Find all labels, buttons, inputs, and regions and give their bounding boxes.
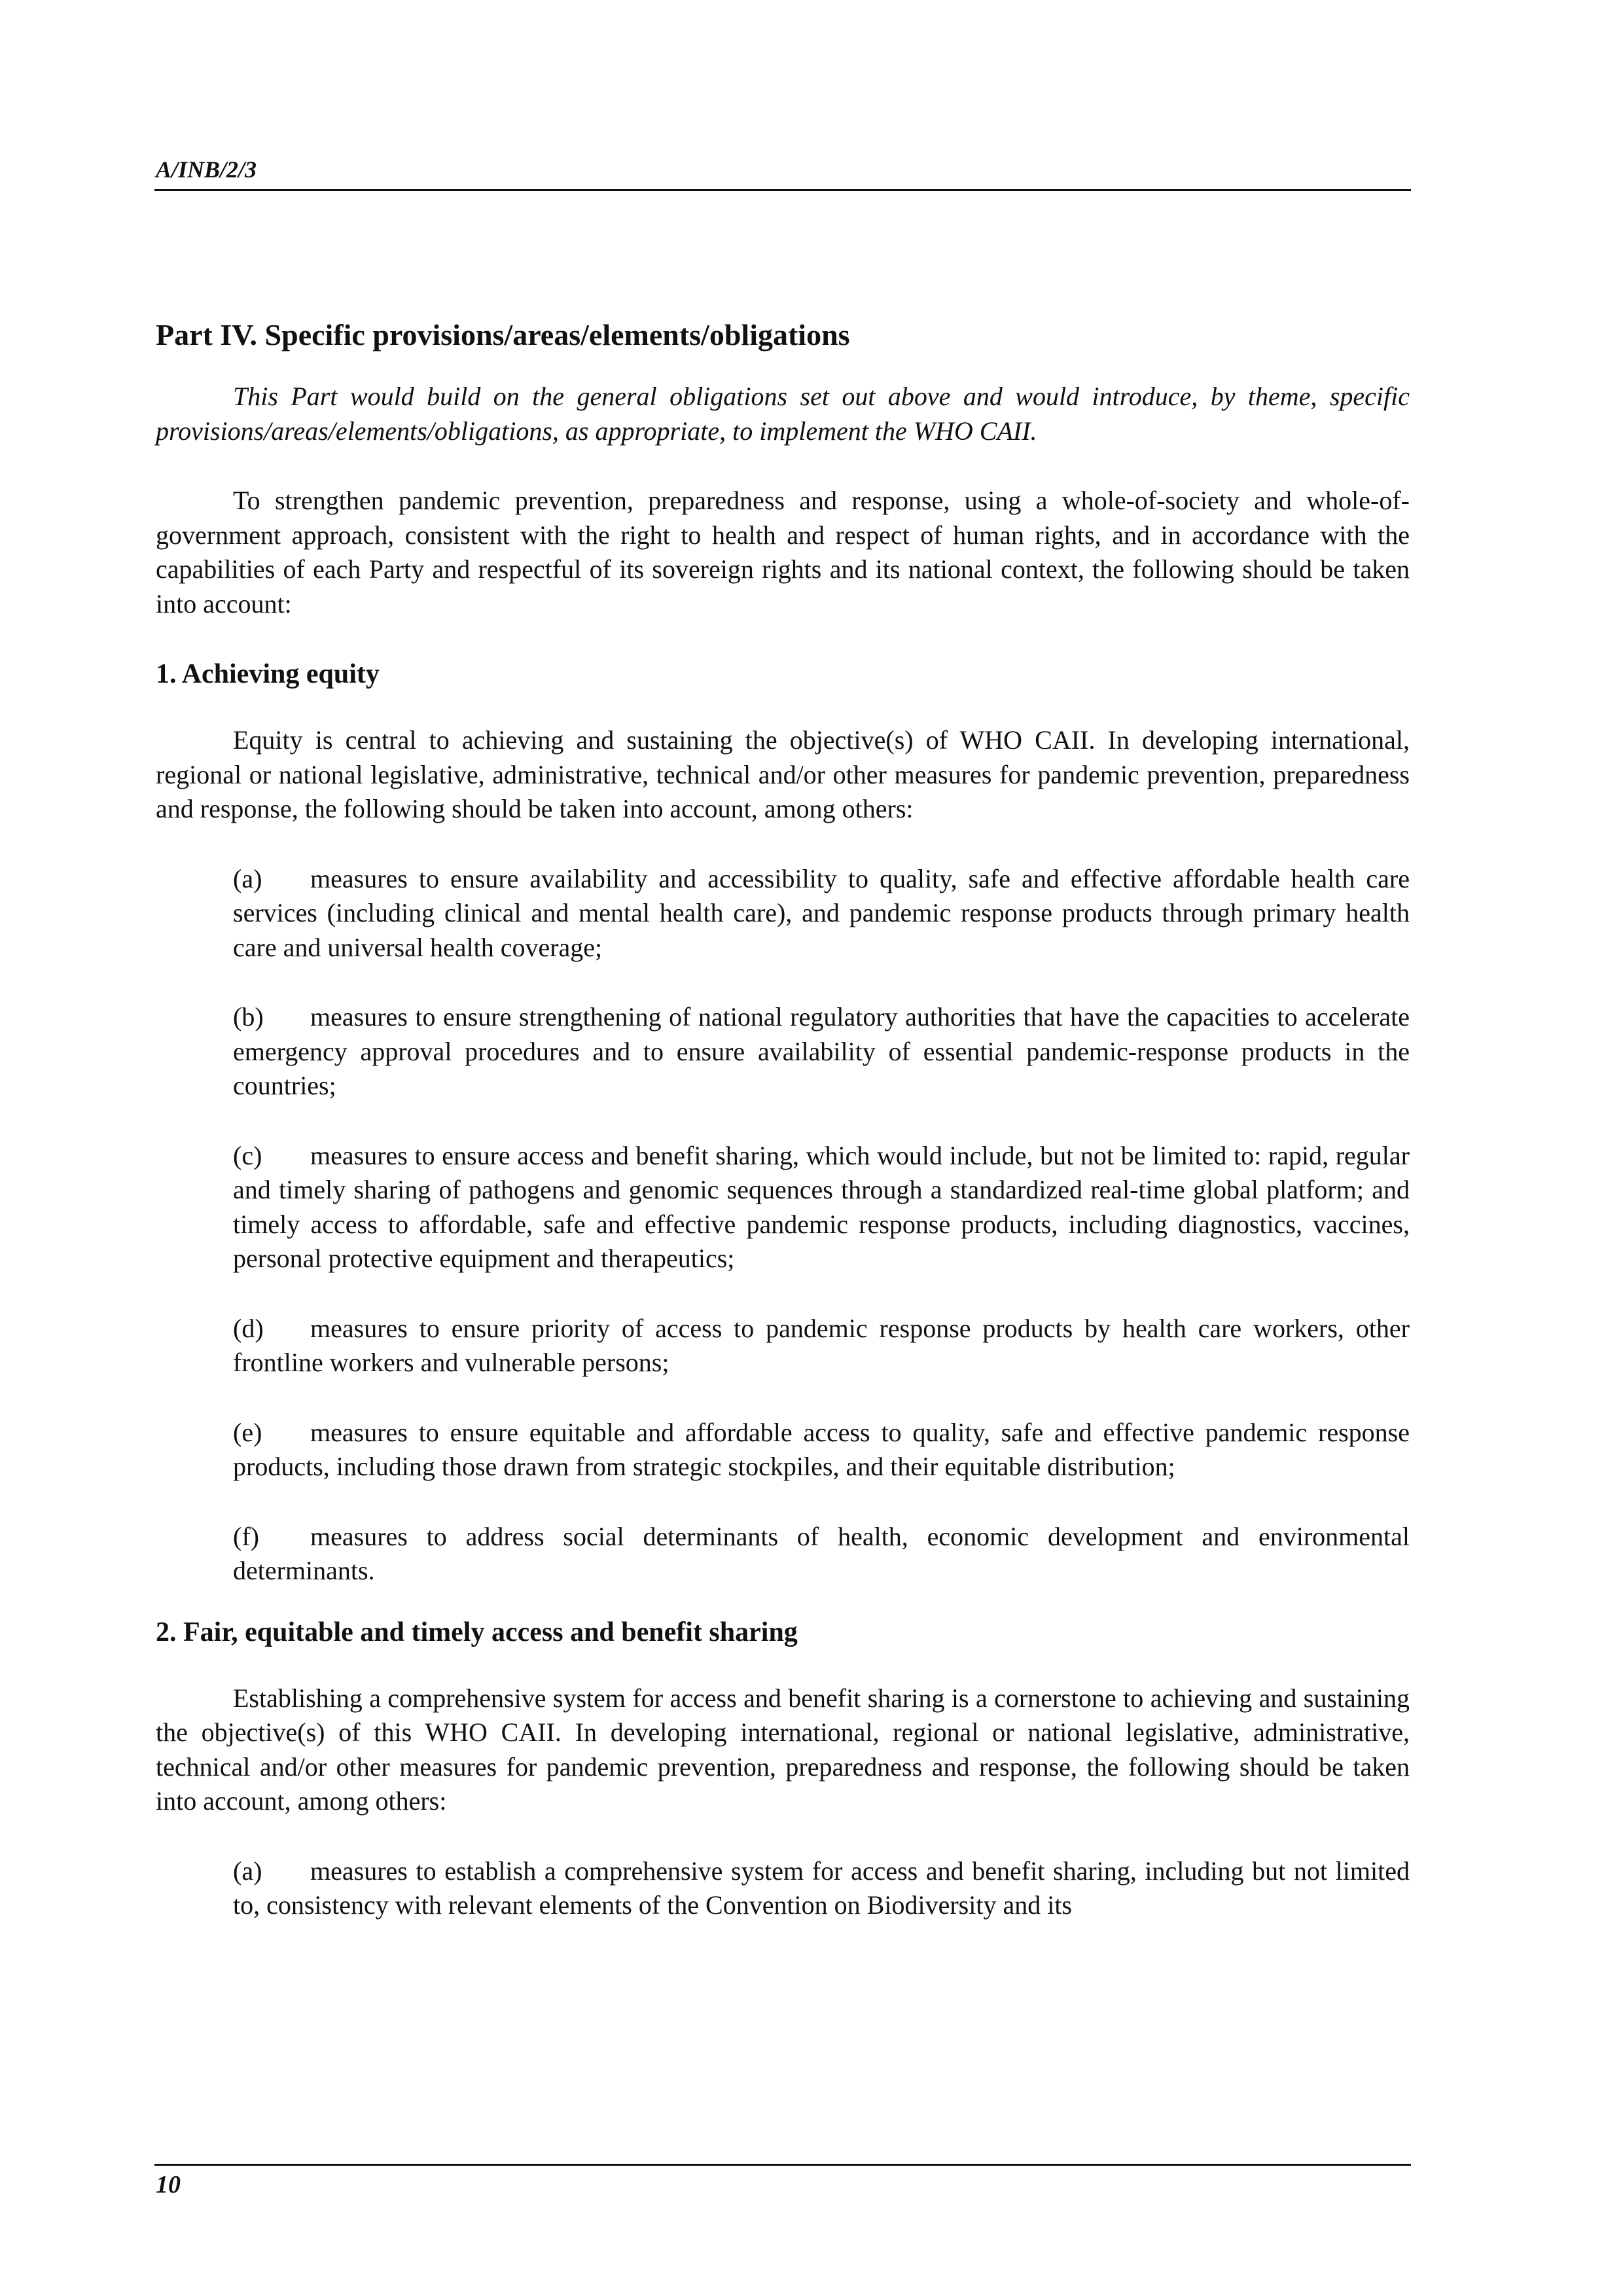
list-item-text: measures to ensure strengthening of national regulatory authorities that have the capacities to accelerate emergency approval procedures and to ensure availability of essential pandemic-response products in the countries; [233,1002,1410,1100]
page-body [156,315,1410,1958]
intro-italic-paragraph: This Part would build on the general obligations set out above and would introduce, by theme, specific provisions/areas/elements/obligations, as appropriate, to implement the WHO CAII. [156,382,1410,446]
list-item [233,1312,1410,1380]
list-item [233,1854,1410,1923]
list-item-label: (d) [233,1313,264,1343]
list-item-label: (a) [233,863,262,893]
section-2-paragraph: Establishing a comprehensive system for access and benefit sharing is a cornerstone to achieving and sustaining the objective(s) of this WHO CAII. In developing international, regional or national legislative, administrative, technical and/or other measures for pandemic prevention, preparedness and response, the following should be taken into account, among others: [156,1683,1410,1816]
list-item-text: measures to ensure availability and accessibility to quality, safe and effective affordable health care services (including clinical and mental health care), and pandemic response products through primary health care and universal health coverage; [233,863,1410,962]
list-item-text: measures to ensure priority of access to pandemic response products by health care workers, other frontline workers and vulnerable persons; [233,1313,1410,1377]
part-title: Part IV. Specific provisions/areas/elements/obligations [156,318,850,351]
section-1-title: 1. Achieving equity [156,659,380,689]
section-2-title: 2. Fair, equitable and timely access and benefit sharing [156,1617,798,1647]
list-item-text: measures to address social determinants of health, economic development and environmental determinants. [233,1521,1410,1585]
intro-paragraph: To strengthen pandemic prevention, preparedness and response, using a whole-of-society and whole-of-government approach, consistent with the right to health and respect of human rights, and in accordance with the capabilities of each Party and respectful of its sovereign rights and its national context, the following should be taken into account: [156,486,1410,619]
list-item-label: (c) [233,1140,262,1170]
list-item-text: measures to ensure equitable and affordable access to quality, safe and effective pandemic response products, including those drawn from strategic stockpiles, and their equitable distribution; [233,1417,1410,1481]
list-item-text: measures to ensure access and benefit sharing, which would include, but not be limited to: rapid, regular and timely sharing of pathogens and genomic sequences through a standardized real-time global platform; and timely access to affordable, safe and effective pandemic response products, including diagnostics, vaccines, personal protective equipment and therapeutics; [233,1140,1410,1273]
list-item-label: (a) [233,1856,262,1886]
header-rule [154,189,1411,191]
document-code: A/INB/2/3 [156,156,257,183]
footer-rule [154,2164,1411,2166]
list-item [233,862,1410,965]
list-item-text: measures to establish a comprehensive system for access and benefit sharing, including but not limited to, consistency with relevant elements of the Convention on Biodiversity and its [233,1856,1410,1920]
page-number: 10 [156,2171,181,2198]
list-item-label: (e) [233,1417,262,1447]
list-item [233,1139,1410,1276]
list-item-label: (f) [233,1521,259,1551]
list-item [233,1000,1410,1103]
list-item [233,1416,1410,1484]
section-1-paragraph: Equity is central to achieving and sustaining the objective(s) of WHO CAII. In developing international, regional or national legislative, administrative, technical and/or other measures for pandemic prevention, preparedness and response, the following should be taken into account, among others: [156,725,1410,823]
list-item [233,1520,1410,1588]
list-item-label: (b) [233,1002,264,1031]
